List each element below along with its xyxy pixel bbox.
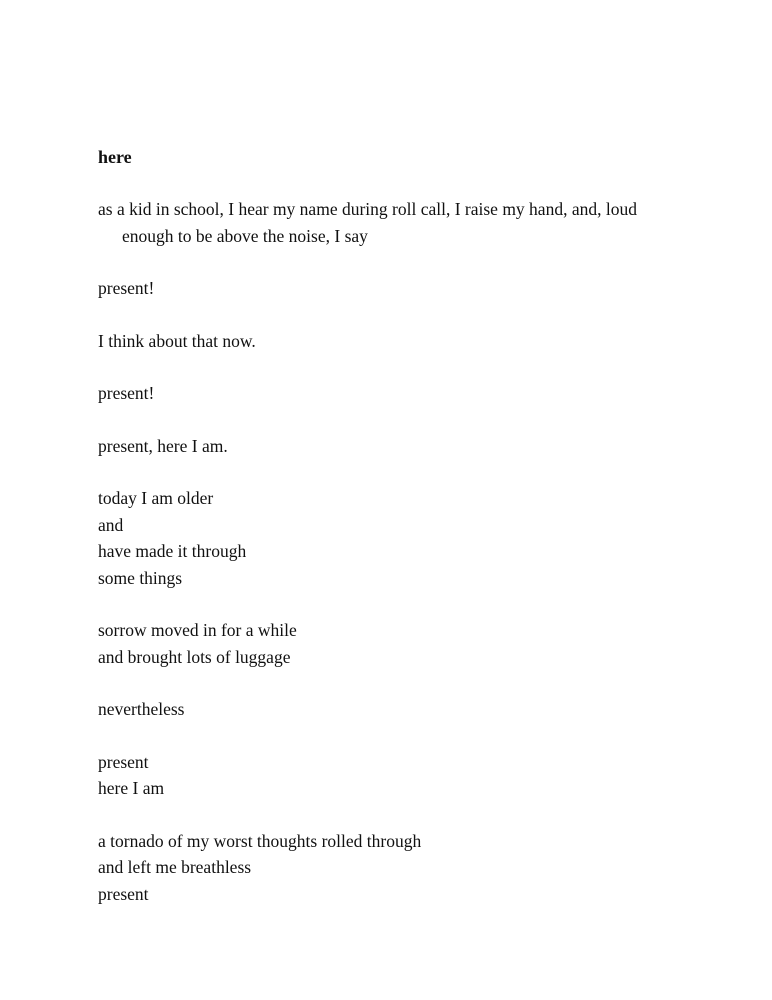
stanza-4	[98, 380, 658, 407]
stanza-5	[98, 433, 658, 460]
poem	[98, 144, 658, 933]
stanza-9	[98, 749, 658, 802]
poem-line: present!	[98, 383, 155, 403]
stanza-6	[98, 485, 658, 591]
poem-title: here	[98, 147, 132, 167]
poem-line: today I am older	[98, 488, 214, 508]
stanza-10	[98, 828, 658, 908]
poem-line: a tornado of my worst thoughts rolled through	[98, 830, 422, 851]
poem-line: some things	[98, 567, 183, 588]
poem-line: and	[98, 514, 124, 535]
stanza-8	[98, 696, 658, 723]
poem-line-continuation: enough to be above the noise, I say	[122, 225, 368, 246]
stanza-1	[98, 196, 658, 249]
poem-line: present, here I am.	[98, 435, 228, 456]
poem-line: and brought lots of luggage	[98, 646, 291, 667]
poem-line: nevertheless	[98, 699, 185, 719]
poem-line: I think about that now.	[98, 330, 256, 351]
poem-line: present	[98, 751, 149, 772]
poem-line: present	[98, 883, 149, 904]
poem-line: sorrow moved in for a while	[98, 620, 297, 640]
poem-line: and left me breathless	[98, 857, 252, 877]
poem-line: as a kid in school, I hear my name during roll call, I raise my hand, and, loud	[98, 199, 637, 219]
stanza-3	[98, 328, 658, 355]
poem-line: here I am	[98, 778, 165, 798]
stanza-2	[98, 275, 658, 302]
poem-line: present!	[98, 278, 155, 298]
stanza-7	[98, 617, 658, 670]
poem-line: have made it through	[98, 541, 247, 561]
